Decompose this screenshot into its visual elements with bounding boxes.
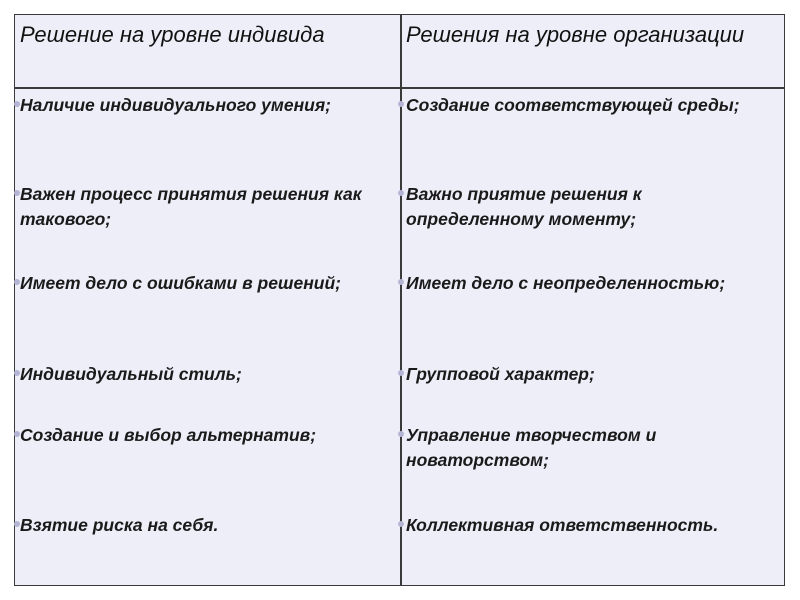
individual-item-1: Наличие индивидуального умения;: [20, 95, 331, 115]
bullet-icon: [398, 279, 404, 285]
comparison-table: [14, 14, 785, 586]
individual-item-4: Индивидуальный стиль;: [20, 364, 242, 384]
organization-item-3: Имеет дело с неопределенностью;: [406, 273, 726, 293]
individual-item-3: Имеет дело с ошибками в решений;: [20, 273, 341, 293]
individual-item-5: Создание и выбор альтернатив;: [20, 425, 317, 445]
organization-item-6: Коллективная ответственность.: [406, 515, 719, 535]
organization-item-1: Создание соответствующей среды;: [406, 95, 740, 115]
organization-item-5: Управление творчеством и новаторством;: [406, 425, 657, 470]
header-divider: [15, 87, 784, 89]
header-individual: Решение на уровне индивида: [20, 22, 325, 47]
bullet-icon: [398, 190, 404, 196]
bullet-icon: [398, 370, 404, 376]
bullet-icon: [398, 431, 404, 437]
bullet-icon: [398, 101, 404, 107]
header-organization: Решения на уровне организации: [406, 22, 745, 47]
individual-item-2: Важен процесс принятия решения как такового;: [20, 184, 362, 229]
organization-item-4: Групповой характер;: [406, 364, 595, 384]
bullet-icon: [398, 521, 404, 527]
organization-item-2: Важно приятие решения к определенному моменту;: [406, 184, 642, 229]
individual-item-6: Взятие риска на себя.: [20, 515, 219, 535]
